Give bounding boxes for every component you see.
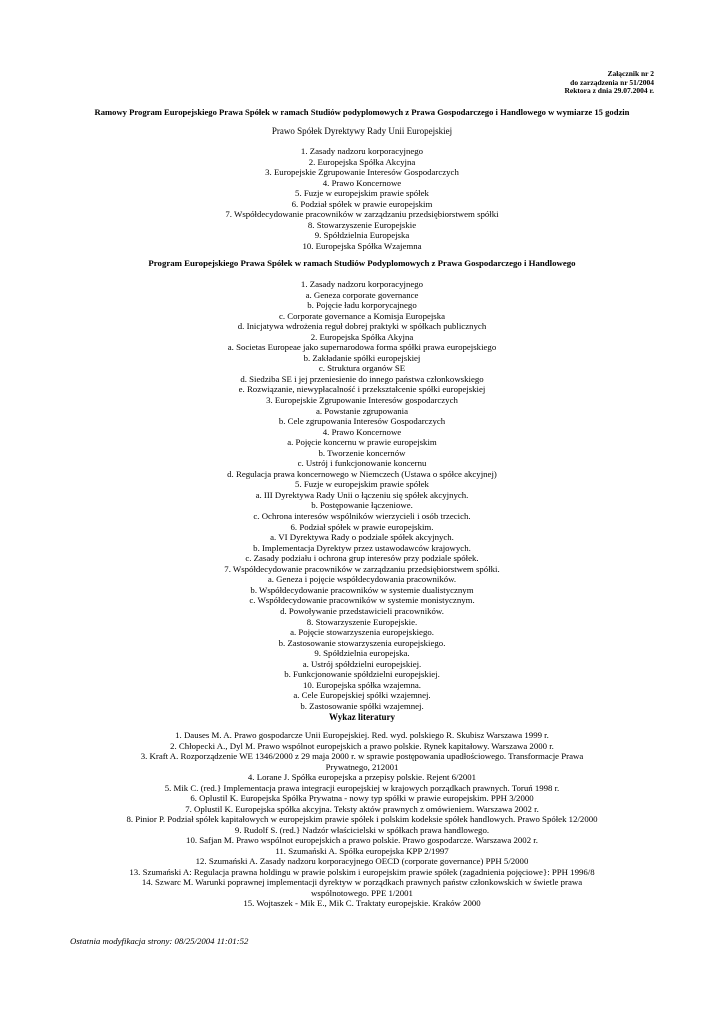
literature-item: 2. Chłopecki A., Dyl M. Prawo wspólnot europejskich a prawo polskie. Rynek kapitałowy. Warszawa 2000 r. [170, 740, 554, 751]
program-item: 3. Europejskie Zgrupowanie Interesów gospodarczych [266, 395, 458, 406]
program-item: a. Geneza corporate governance [305, 289, 419, 300]
last-modified-footer: Ostatnia modyfikacja strony: 08/25/2004 11:01:52 [70, 936, 249, 946]
program-item: c. Ochrona interesów wspólników wierzycieli i osób trzecich. [253, 511, 471, 522]
literature-item: 4. Lorane J. Spółka europejska a przepisy polskie. Rejent 6/2001 [247, 772, 477, 782]
program-item: c. Ustrój i funkcjonowanie koncernu [297, 458, 427, 469]
program-item: a. VI Dyrektywa Rady o podziale spółek akcyjnych. [270, 532, 454, 543]
literature-item: 11. Szumański A. Spółka europejska KPP 2/1997 [275, 845, 449, 856]
program-item: a. Powstanie zgrupowania [315, 405, 409, 416]
outline-item: 3. Europejskie Zgrupowanie Interesów Gospodarczych [265, 167, 459, 178]
outline-item: 8. Stowarzyszenie Europejskie [307, 219, 417, 230]
outline-item: 10. Europejska Spółka Wzajemna [302, 240, 422, 251]
literature-item: 9. Rudolf S. (red.} Nadzór właścicielski w spółkach prawa handlowego. [234, 824, 490, 835]
program-item: a. Pojęcie koncernu w prawie europejskim [287, 437, 437, 448]
program-item: b. Postępowanie łączeniowe. [311, 500, 413, 511]
program-item: d. Inicjatywa wdrożenia reguł dobrej praktyki w spółkach publicznych [237, 321, 487, 332]
program-item: d. Powoływanie przedstawicieli pracowników. [280, 605, 444, 616]
literature-item: 5. Mik C. (red.} Implementacja prawa integracji europejskiej w krajowych porządkach prawnych. Toruń 1998 r. [164, 782, 560, 793]
program-item: b. Współdecydowanie pracowników w systemie dualistycznym [250, 584, 474, 595]
program-item: a. III Dyrektywa Rady Unii o łączeniu się spółek akcyjnych. [255, 489, 469, 500]
program-item: 4. Prawo Koncernowe [322, 426, 402, 437]
literature-item: 14. Szwarc M. Warunki poprawnej implementacji dyrektyw w porządkach prawnych państw członkowskich w świetle prawa [141, 877, 583, 887]
program-item: b. Cele zgrupowania Interesów Gospodarczych [278, 416, 446, 427]
outline-list [0, 146, 724, 251]
literature-item: 7. Oplustil K. Europejska spółka akcyjna. Teksty aktów prawnych z omówieniem. Warszawa 2002 r. [185, 803, 539, 814]
literature-item: Prywatnego, 212001 [325, 761, 399, 772]
literature-item: 1. Dauses M. A. Prawo gospodarcze Unii Europejskiej. Red. wyd. polskiego R. Skubisz Warszawa 1999 r. [175, 730, 549, 740]
program-item: 10. Europejska spółka wzajemna. [303, 679, 421, 690]
program-item: c. Struktura organów SE [318, 363, 406, 374]
outline-item: 2. Europejska Spółka Akcyjna [308, 156, 416, 167]
program-item: b. Zastosowanie stowarzyszenia europejskiego. [278, 637, 446, 648]
outline-item: 4. Prawo Koncernowe [322, 177, 402, 188]
program-item: a. Geneza i pojęcie współdecydowania pracowników. [267, 574, 457, 585]
program-heading: Program Europejskiego Prawa Spółek w ramach Studiów Podyplomowych z Prawa Gospodarczego i Handlowego [148, 258, 576, 268]
literature-list [0, 730, 724, 909]
main-title: Ramowy Program Europejskiego Prawa Spółek w ramach Studiów podyplomowych z Prawa Gospodarczego i Handlowego w wymiarze 15 godzin [94, 107, 630, 117]
subtitle: Prawo Spółek Dyrektywy Rady Unii Europejskiej [271, 126, 453, 136]
literature-item: wspólnotowego. PPE 1/2001 [311, 887, 413, 898]
annex-header [564, 70, 654, 96]
program-item: c. Współdecydowanie pracowników w systemie monistycznym. [249, 595, 475, 606]
program-item: b. Tworzenie koncernów [318, 447, 406, 458]
program-item: d. Siedziba SE i jej przeniesienie do innego państwa członkowskiego [240, 373, 484, 384]
outline-item: 6. Podział spółek w prawie europejskim [291, 198, 433, 209]
program-item: b. Implementacja Dyrektyw przez ustawodawców krajowych. [253, 542, 471, 553]
literature-item: 15. Wojtaszek - Mik E., Mik C. Traktaty europejskie. Kraków 2000 [243, 898, 481, 908]
program-item: d. Regulacja prawa koncernowego w Niemczech (Ustawa o spółce akcyjnej) [227, 468, 497, 479]
program-item: a. Societas Europeae jako supernarodowa forma spółki prawa europejskiego [227, 342, 497, 353]
program-item: 8. Stowarzyszenie Europejskie. [306, 616, 418, 627]
program-item: a. Cele Europejskiej spółki wzajemnej. [293, 690, 431, 701]
program-list [0, 279, 724, 711]
literature-item: 10. Safjan M. Prawo wspólnot europejskich a prawo polskie. Prawo gospodarcze. Warszawa 2002 r. [186, 835, 538, 845]
program-item: b. Pojęcie ładu korporycajnego [307, 300, 417, 311]
program-item: a. Ustrój spółdzielni europejskiej. [302, 658, 422, 669]
literature-heading: Wykaz literatury [329, 712, 395, 722]
program-item: b. Zastosowanie spółki wzajemnej. [300, 700, 424, 711]
literature-item: 3. Kraft A. Rozporządzenie WE 1346/2000 z 29 maja 2000 r. w sprawie postępowania upadłościowego. Transformacje Prawa [140, 751, 584, 761]
outline-item: 7. Współdecydowanie pracowników w zarządzaniu przedsiębiorstwem spółki [225, 209, 499, 220]
literature-item: 12. Szumański A. Zasady nadzoru korporacyjnego OECD (corporate governance) PPH 5/2000 [195, 856, 529, 866]
program-item: e. Rozwiązanie, niewypłacalność i przekształcenie spółki europejskiej [238, 384, 486, 395]
program-item: 1. Zasady nadzoru korporacyjnego [300, 279, 424, 289]
program-item: c. Zasady podziału i ochrona grup interesów przy podziale spółek. [245, 553, 479, 564]
program-item: b. Zakładanie spółki europejskiej [303, 352, 421, 363]
program-item: 9. Spółdzielnia europejska. [314, 648, 410, 659]
outline-item: 5. Fuzje w europejskim prawie spółek [295, 188, 429, 199]
program-item: a. Pojęcie stowarzyszenia europejskiego. [290, 627, 434, 638]
literature-item: 8. Pinior P. Podział spółek kapitałowych w europejskim prawie spółek i polskim kodeksie spółek handlowych. Prawo Spółek 12/2000 [126, 814, 598, 824]
outline-item: 9. Spółdzielnia Europejska [314, 230, 410, 241]
outline-item: 1. Zasady nadzoru korporacyjnego [300, 146, 424, 156]
annex-decree: do zarządzenia nr 51/2004 [570, 77, 654, 87]
literature-item: 6. Oplustil K. Europejska Spółka Prywatna - nowy typ spółki w prawie europejskim. PPH 3/2000 [190, 793, 534, 803]
program-item: 7. Współdecydowanie pracowników w zarządzaniu przedsiębiorstwem spółki. [224, 563, 500, 574]
program-item: 6. Podział spółek w prawie europejskim. [290, 521, 434, 532]
program-item: 5. Fuzje w europejskim prawie spółek [295, 479, 429, 490]
program-item: b. Funkcjonowanie spółdzielni europejskiej. [284, 669, 440, 680]
program-item: c. Corporate governance a Komisja Europejska [278, 310, 446, 321]
annex-number: Załącznik nr 2 [607, 69, 654, 78]
literature-item: 13. Szumański A: Regulacja prawna holdingu w prawie polskim i europejskim prawie spółek (zagadnienia pojęciowe}: PPH 1996/8 [129, 866, 595, 877]
annex-date: Rektora z dnia 29.07.2004 r. [564, 86, 654, 95]
program-item: 2. Europejska Spółka Akyjna [310, 331, 414, 342]
